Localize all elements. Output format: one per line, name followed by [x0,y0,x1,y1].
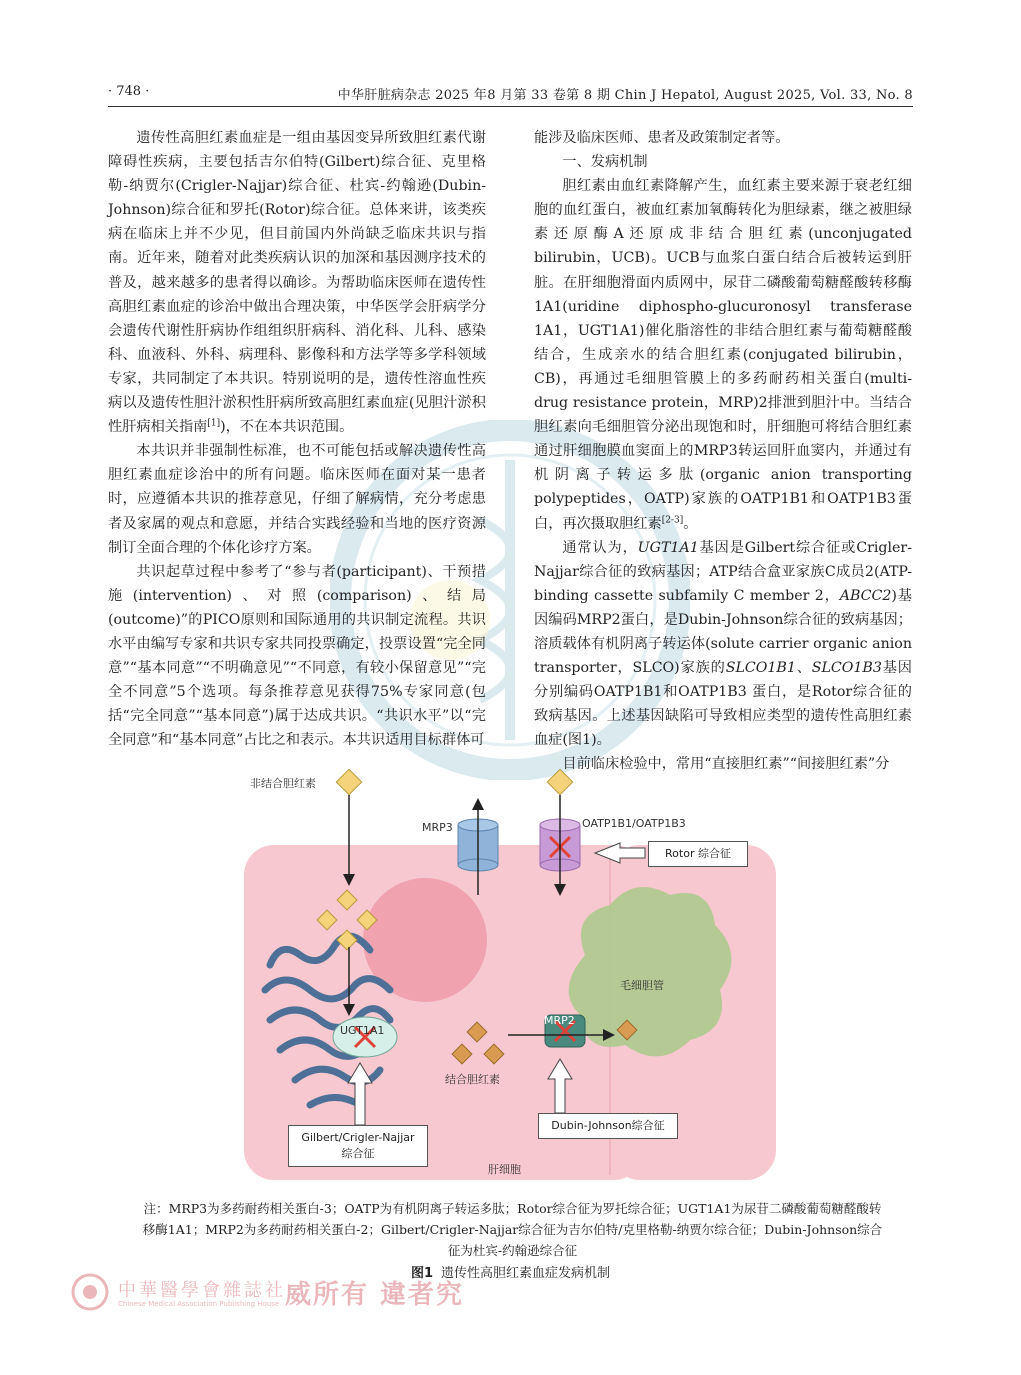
label-ugt1a1: UGT1A1 [340,1024,385,1037]
label-ucb: 非结合胆红素 [250,777,316,790]
bile-canaliculus [569,887,732,1056]
figure-1 [240,765,780,1185]
ugt1a1-enzyme [333,1017,397,1057]
label-oatp: OATP1B1/OATP1B3 [582,817,686,830]
right-column [534,126,912,777]
box-dubin-johnson: Dubin-Johnson综合征 [538,1113,678,1139]
box-gilbert-line2: 综合征 [341,1147,375,1160]
paragraph-scope: 本共识并非强制性标准，也不可能包括或解决遗传性高胆红素血症诊治中的所有问题。临床医师在面对某一患者时，应遵循本共识的推荐意见，仔细了解病情，充分考虑患者及家属的观点和意愿，并结合实践经验和当地的医疗资源制订全面合理的个体化诊疗方案。 [108,443,486,556]
label-cb: 结合胆红素 [445,1073,500,1086]
citation[interactable]: [1] [207,418,221,429]
box-gilbert [288,1125,428,1167]
caption-text: 遗传性高胆红素血症发病机制 [441,1266,611,1281]
box-rotor: Rotor 综合征 [648,841,748,867]
page-header [108,80,913,107]
citation[interactable]: [2-3] [661,514,684,525]
section-heading: 一、发病机制 [562,154,648,171]
paragraph-method: 共识起草过程中参考了“参与者(participant)、干预措施(intervention)、对照(comparison)、结局(outcome)”的PICO原则和国际通用的共识制定流程。共识水平由编写专家和共识专家共同投票确定，投票设置“完全同意”“基本同意”“不明确意见”“不同意，有较小保留意见”“完全不同意”5个选项。每条推荐意见获得75%专家同意(包括“完全同意”“基本同意”)属于达成共识。“共识水平”以“完全同意”和“基本同意”占比之和表示。本共识适用目标群体可 [108,563,486,749]
ucb-diamond [547,769,572,794]
label-mrp3: MRP3 [422,821,453,834]
publisher-name: 中華醫學會雜誌社 [118,1280,286,1301]
paragraph-genes: 通常认为，UGT1A1基因是Gilbert综合征或Crigler-Najjar综合征的致病基因；ATP结合盒亚家族C成员2(ATP-binding cassette subfamily C member 2，ABCC2)基因编码MRP2蛋白，是Dubin-Johnson综合征的致病基因；溶质载体有机阴离子转运体(solute carrier organic anion transporter，SLCO)家族的SLCO1B1、SLCO1B3基因分别编码OATP1B1和OATP1B3 蛋白，是Rotor综合征的致病基因。上述基因缺陷可导致相应类型的遗传性高胆红素血症(图1)。 [534,539,912,749]
label-canaliculus: 毛细胆管 [620,979,664,992]
publisher-watermark-text: 威所有 違者究 [285,1280,465,1310]
ucb-diamond [336,769,361,794]
paragraph-continued: 能涉及临床医师、患者及政策制定者等。 [534,130,790,146]
page-number: · 748 · [108,84,150,99]
publisher-emblem-icon [70,1272,110,1312]
mechanism-diagram [240,765,780,1185]
publisher-english: Chinese Medical Association Publishing House [118,1300,280,1308]
publisher-logo [70,1272,470,1312]
box-gilbert-line1: Gilbert/Crigler-Najjar [301,1131,415,1144]
figure-note: 注：MRP3为多药耐药相关蛋白-3；OATP为有机阴离子转运多肽；Rotor综合征为罗托综合征；UGT1A1为尿苷二磷酸葡萄糖醛酸转移酶1A1；MRP2为多药耐药相关蛋白-2；Gilbert/Crigler-Najjar综合征为吉尔伯特/克里格勒-纳贾尔综合征；Dubin-Johnson综合征为杜宾-约翰逊综合征 [142,1201,883,1258]
journal-info: 中华肝脏病杂志 2025 年8 月第 33 卷第 8 期 Chin J Hepatol, August 2025, Vol. 33, No. 8 [337,88,913,103]
left-column [108,126,486,752]
paragraph-clinical: 目前临床检验中，常用“直接胆红素”“间接胆红素”分 [562,756,890,773]
label-mrp2: MRP2 [544,1014,575,1027]
paragraph-mechanism: 胆红素由血红素降解产生，血红素主要来源于衰老红细胞的血红蛋白，被血红素加氧酶转化为胆绿素，继之被胆绿素还原酶A还原成非结合胆红素(unconjugated bilirubin，UCB)。UCB与血浆白蛋白结合后被转运到肝脏。在肝细胞滑面内质网中，尿苷二磷酸葡萄糖醛酸转移酶1A1(uridine diphospho-glucuronosyl transferase 1A1，UGT1A1)催化脂溶性的非结合胆红素与葡萄糖醛酸结合，生成亲水的结合胆红素(conjugated bilirubin，CB)，再通过毛细胆管膜上的多药耐药相关蛋白(multi-drug resistance protein，MRP)2排泄到胆汁中。当结合胆红素向毛细胆管分泌出现饱和时，肝细胞可将结合胆红素通过肝细胞膜血窦面上的MRP3转运回肝血窦内，并通过有机阴离子转运多肽(organic anion transporting polypeptides，OATP)家族的OATP1B1和OATP1B3蛋白，再次摄取胆红素[2-3]。 [534,178,912,532]
paragraph-intro: 遗传性高胆红素血症是一组由基因变异所致胆红素代谢障碍性疾病，主要包括吉尔伯特(Gilbert)综合征、克里格勒-纳贾尔(Crigler-Najjar)综合征、杜宾-约翰逊(Dubin-Johnson)综合征和罗托(Rotor)综合征。总体来讲，该类疾病在临床上并不少见，但目前国内外尚缺乏临床共识与指南。近年来，随着对此类疾病认识的加深和基因测序技术的普及，越来越多的患者得以确诊。为帮助临床医师在遗传性高胆红素血症的诊治中做出合理决策，中华医学会肝病学分会遗传代谢性肝病协作组组织肝病科、消化科、儿科、感染科、血液科、外科、病理科、影像科和方法学等多学科领域专家，共同制定了本共识。特别说明的是，遗传性溶血性疾病以及遗传性胆汁淤积性肝病所致高胆红素血症(见胆汁淤积性肝病相关指南[1])，不在本共识范围。 [108,130,486,436]
caption-number: 图1 [410,1266,434,1281]
label-hepatocyte: 肝细胞 [488,1163,521,1176]
